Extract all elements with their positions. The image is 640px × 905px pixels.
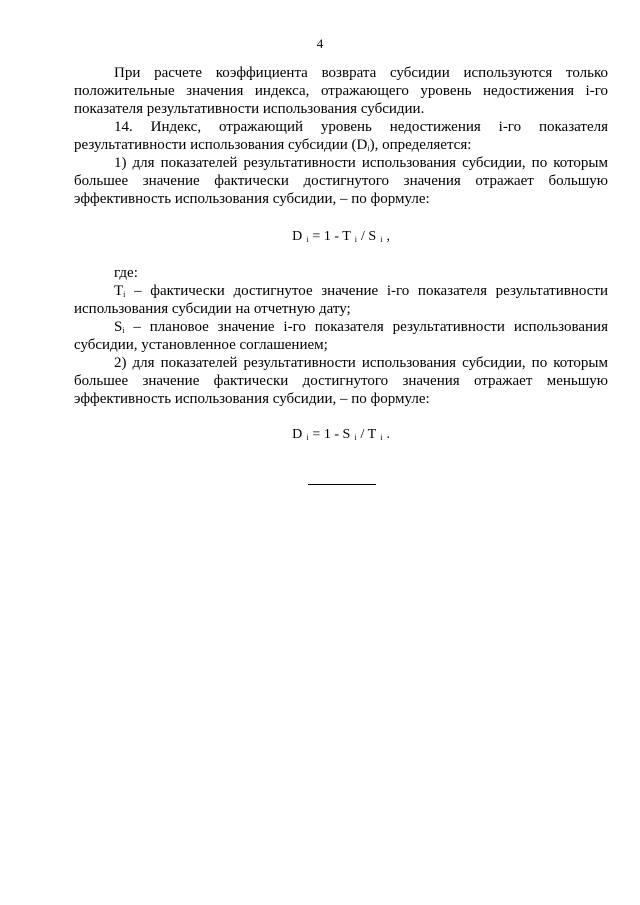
formula-1-mid: = 1 - T <box>312 229 351 244</box>
index-definition-text: 14. Индекс, отражающий уровень недостижения i-го показателя результативности использования субсидии (D <box>74 119 608 153</box>
end-separator-line <box>308 484 376 485</box>
t-subscript: i <box>123 290 126 299</box>
s-subscript: i <box>122 326 125 335</box>
formula-2-lhs-subscript: i <box>306 433 309 442</box>
paragraph-t-definition <box>74 282 608 318</box>
formula-2-mid-subscript: i <box>354 433 357 442</box>
formula-2-end: . <box>386 427 390 442</box>
formula-2-mid: = 1 - S <box>312 427 351 442</box>
s-symbol: S <box>114 319 123 335</box>
t-symbol: T <box>114 283 124 299</box>
formula-1-mid-subscript: i <box>354 235 358 244</box>
paragraph-case-1: 1) для показателей результативности использования субсидии, по которым большее значение фактически достигнутого значения отражает большую эффективность использования субсидии, – по формуле: <box>74 155 608 207</box>
formula-1-lhs-subscript: i <box>306 235 309 244</box>
formula-2 <box>74 426 608 444</box>
index-subscript: i <box>367 144 370 153</box>
t-definition-text: – фактически достигнутое значение i-го показателя результативности использования субсидии на отчетную дату; <box>74 283 608 317</box>
formula-1-rhs: / S <box>361 229 377 244</box>
paragraph-index-definition <box>74 118 608 154</box>
formula-2-lhs: D <box>292 427 303 442</box>
page-number: 4 <box>316 36 324 51</box>
formula-2-rhs: / T <box>360 427 377 442</box>
paragraph-case-2: 2) для показателей результативности использования субсидии, по которым большее значение фактически достигнутого значения отражает меньшую эффективность использования субсидии, – по формуле: <box>74 355 608 407</box>
s-definition-text: – плановое значение i-го показателя результативности использования субсидии, установленное соглашением; <box>74 319 608 353</box>
formula-1 <box>74 228 608 246</box>
formula-1-rhs-subscript: i <box>380 235 383 244</box>
paragraph-where: где: <box>114 265 138 281</box>
formula-2-rhs-subscript: i <box>380 433 383 442</box>
paragraph-positive-values: При расчете коэффициента возврата субсидии используются только положительные значения индекса, отражающего уровень недостижения i-го показателя результативности использования субсидии. <box>74 65 608 117</box>
formula-1-lhs: D <box>292 229 303 244</box>
document-body <box>74 64 608 444</box>
formula-1-end: , <box>386 229 390 244</box>
index-definition-end: ), определяется: <box>369 137 472 153</box>
paragraph-s-definition <box>74 318 608 354</box>
